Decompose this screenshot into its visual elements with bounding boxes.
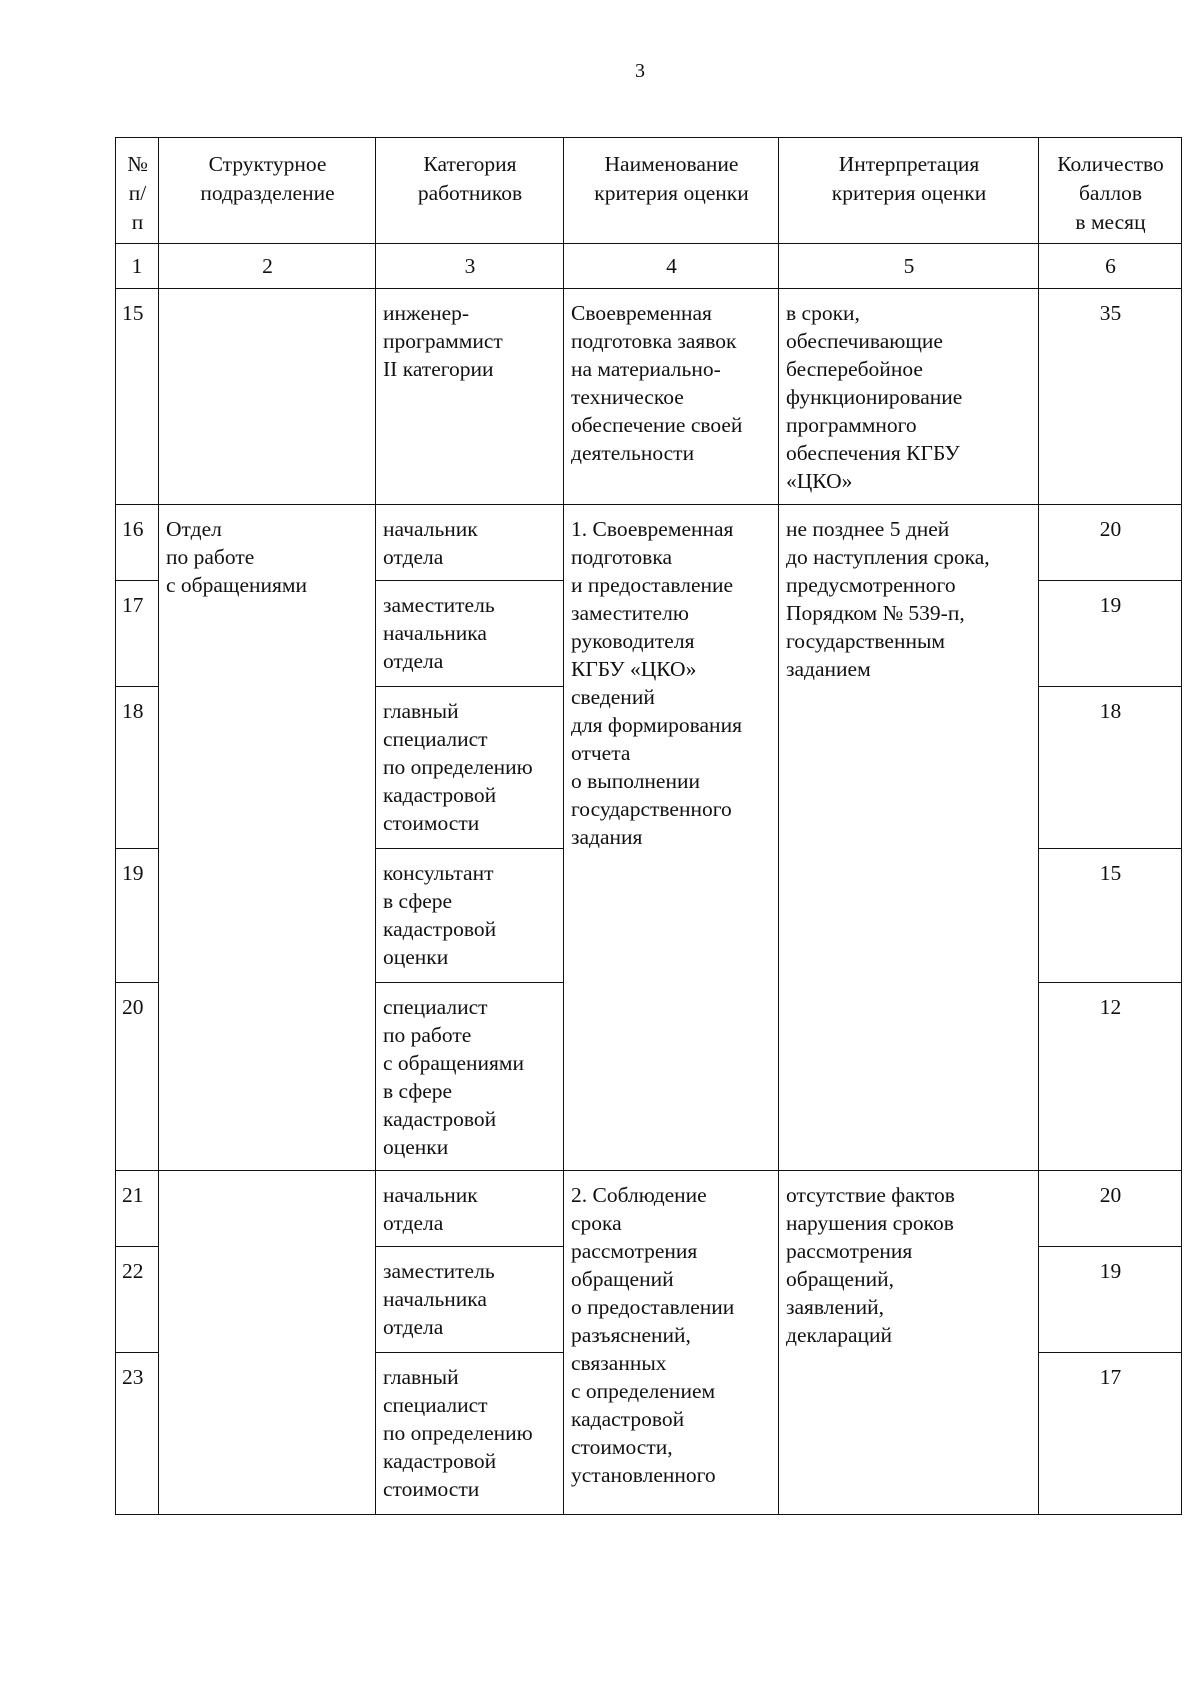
table-row bbox=[116, 289, 1182, 505]
column-number-row bbox=[116, 244, 1182, 289]
category-cell: главный специалист по определению кадастровой стоимости bbox=[376, 1353, 564, 1515]
column-number: 5 bbox=[779, 244, 1039, 289]
criterion-name-cell: 2. Соблюдение срока рассмотрения обращений о предоставлении разъяснений, связанных с определением кадастровой стоимости, установленного bbox=[564, 1171, 779, 1515]
points-cell: 20 bbox=[1039, 1171, 1182, 1247]
category-cell: начальник отдела bbox=[376, 505, 564, 581]
table-row bbox=[116, 505, 1182, 581]
header-criterion-name: Наименование критерия оценки bbox=[564, 138, 779, 244]
header-category: Категория работников bbox=[376, 138, 564, 244]
row-number: 22 bbox=[116, 1247, 159, 1353]
points-cell: 15 bbox=[1039, 849, 1182, 983]
row-number: 23 bbox=[116, 1353, 159, 1515]
criterion-interpretation-cell: отсутствие фактов нарушения сроков рассмотрения обращений, заявлений, деклараций bbox=[779, 1171, 1039, 1515]
category-cell: специалист по работе с обращениями в сфере кадастровой оценки bbox=[376, 983, 564, 1171]
points-cell: 19 bbox=[1039, 1247, 1182, 1353]
row-number: 21 bbox=[116, 1171, 159, 1247]
row-number: 20 bbox=[116, 983, 159, 1171]
header-points: Количество баллов в месяц bbox=[1039, 138, 1182, 244]
row-number: 15 bbox=[116, 289, 159, 505]
points-cell: 12 bbox=[1039, 983, 1182, 1171]
criterion-interpretation-cell: не позднее 5 дней до наступления срока, предусмотренного Порядком № 539-п, государственным заданием bbox=[779, 505, 1039, 1171]
category-cell: консультант в сфере кадастровой оценки bbox=[376, 849, 564, 983]
points-cell: 19 bbox=[1039, 581, 1182, 687]
category-cell: начальник отдела bbox=[376, 1171, 564, 1247]
column-number: 3 bbox=[376, 244, 564, 289]
header-criterion-interpretation: Интерпретация критерия оценки bbox=[779, 138, 1039, 244]
criterion-name-cell: 1. Своевременная подготовка и предоставление заместителю руководителя КГБУ «ЦКО» сведений для формирования отчета о выполнении государственного задания bbox=[564, 505, 779, 1171]
column-number: 1 bbox=[116, 244, 159, 289]
header-number: № п/ п bbox=[116, 138, 159, 244]
department-cell bbox=[159, 289, 376, 505]
row-number: 19 bbox=[116, 849, 159, 983]
points-cell: 17 bbox=[1039, 1353, 1182, 1515]
criteria-table bbox=[115, 137, 1182, 1515]
points-cell: 18 bbox=[1039, 687, 1182, 849]
criterion-interpretation-cell: в сроки, обеспечивающие бесперебойное функционирование программного обеспечения КГБУ «ЦКО» bbox=[779, 289, 1039, 505]
column-number: 6 bbox=[1039, 244, 1182, 289]
points-cell: 35 bbox=[1039, 289, 1182, 505]
department-cell bbox=[159, 1171, 376, 1515]
category-cell: заместитель начальника отдела bbox=[376, 1247, 564, 1353]
row-number: 18 bbox=[116, 687, 159, 849]
table-row bbox=[116, 1171, 1182, 1247]
header-row bbox=[116, 138, 1182, 244]
criterion-name-cell: Своевременная подготовка заявок на материально- техническое обеспечение своей деятельности bbox=[564, 289, 779, 505]
category-cell: главный специалист по определению кадастровой стоимости bbox=[376, 687, 564, 849]
header-department: Структурное подразделение bbox=[159, 138, 376, 244]
category-cell: инженер- программист II категории bbox=[376, 289, 564, 505]
category-cell: заместитель начальника отдела bbox=[376, 581, 564, 687]
row-number: 16 bbox=[116, 505, 159, 581]
row-number: 17 bbox=[116, 581, 159, 687]
department-cell: Отдел по работе с обращениями bbox=[159, 505, 376, 1171]
column-number: 4 bbox=[564, 244, 779, 289]
page-number: 3 bbox=[635, 60, 645, 82]
column-number: 2 bbox=[159, 244, 376, 289]
points-cell: 20 bbox=[1039, 505, 1182, 581]
